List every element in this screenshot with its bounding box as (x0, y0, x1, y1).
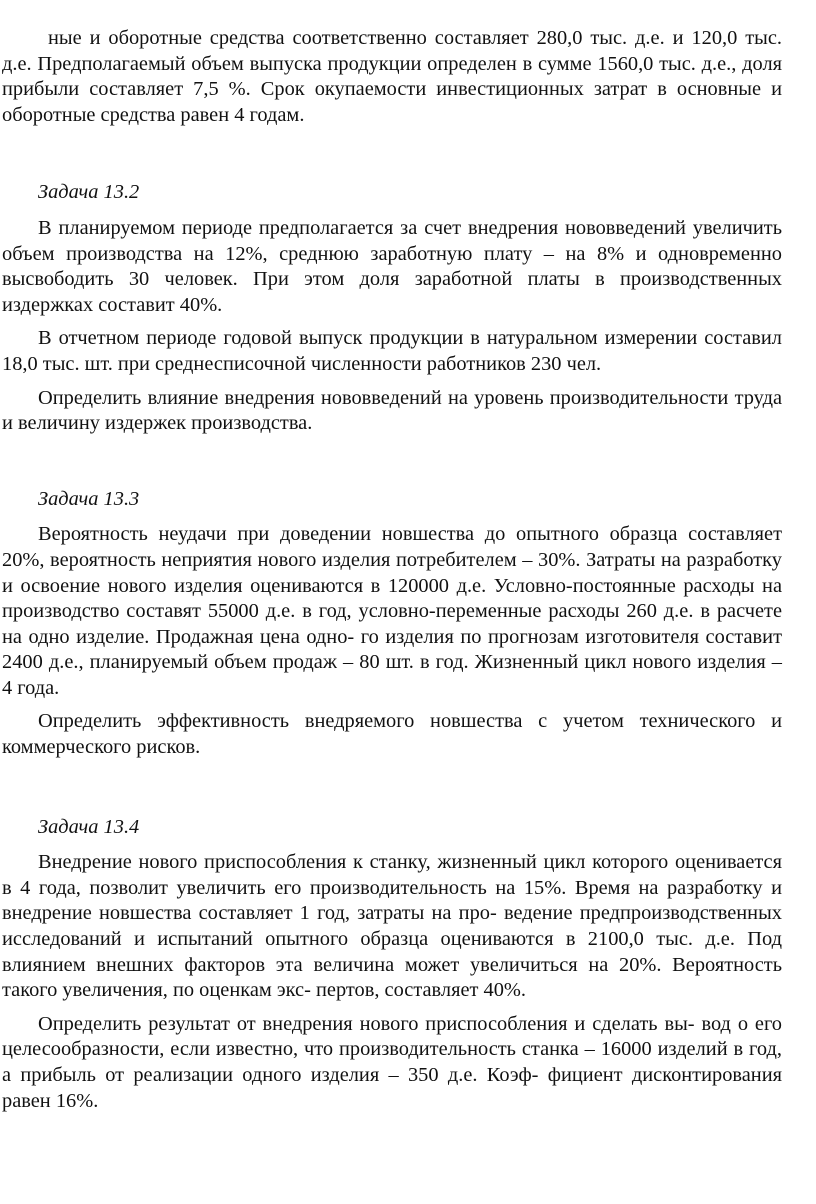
task-13-4-heading: Задача 13.4 (38, 815, 140, 838)
task-13-4-paragraph-2: Определить результат от внедрения нового приспособления и сделать вы- вод о его целесообразности, если известно, что производительность станка – 16000 изделий в год, а прибыль от реализации одного изделия – 350 д.е. Коэф- фициент дисконтирования равен 16%. (2, 1012, 782, 1112)
task-13-2-heading: Задача 13.2 (38, 181, 140, 204)
task-13-3-paragraph-2: Определить эффективность внедряемого новшества с учетом технического и коммерческого рисков. (2, 710, 782, 759)
task-13-2-section (2, 180, 782, 436)
task-13-2-paragraph-3: Определить влияние внедрения нововведений на уровень производительности труда и величину издержек производства. (2, 386, 782, 435)
task-13-4-paragraph-1: Внедрение нового приспособления к станку, жизненный цикл которого оценивается в 4 года, позволит увеличить его производительность на 15%. Время на разработку и внедрение новшества составляет 1 год, затраты на про- ведение предпроизводственных исследований и испытаний опытного образца оцениваются в 2100,0 тыс. д.е. Под влиянием внешних факторов эта величина может увеличиться на 20%. Вероятность такого увеличения, по оценкам экс- пертов, составляет 40%. (2, 851, 782, 1002)
task-13-4-section (2, 815, 782, 1115)
task-13-2-paragraph-2: В отчетном периоде годовой выпуск продукции в натуральном измерении составил 18,0 тыс. шт. при среднесписочной численности работников 230 чел. (2, 327, 782, 375)
task-13-3-paragraph-1: Вероятность неудачи при доведении новшества до опытного образца составляет 20%, вероятность неприятия нового изделия потребителем – 30%. Затраты на разработку и освоение нового изделия оцениваются в 120000 д.е. Условно-постоянные расходы на производство составят 55000 д.е. в год, условно-переменные расходы 260 д.е. в расчете на одно изделие. Продажная цена одно- го изделия по прогнозам изготовителя составит 2400 д.е., планируемый объем продаж – 80 шт. в год. Жизненный цикл нового изделия – 4 года. (2, 523, 782, 699)
task-13-2-paragraph-1: В планируемом периоде предполагается за счет внедрения нововведений увеличить объем производства на 12%, среднюю заработную плату – на 8% и одновременно высвободить 30 человек. При этом доля заработной платы в производственных издержках составит 40%. (2, 216, 782, 316)
intro-paragraph: ные и оборотные средства соответственно составляет 280,0 тыс. д.е. и 120,0 тыс. д.е. Предполагаемый объем выпуска продукции определен в сумме 1560,0 тыс. д.е., доля прибыли составляет 7,5 %. Срок окупаемости инвестиционных затрат в основные и оборотные средства равен 4 годам. (2, 27, 782, 126)
task-13-3-section (2, 487, 782, 761)
task-13-3-heading: Задача 13.3 (38, 487, 140, 510)
